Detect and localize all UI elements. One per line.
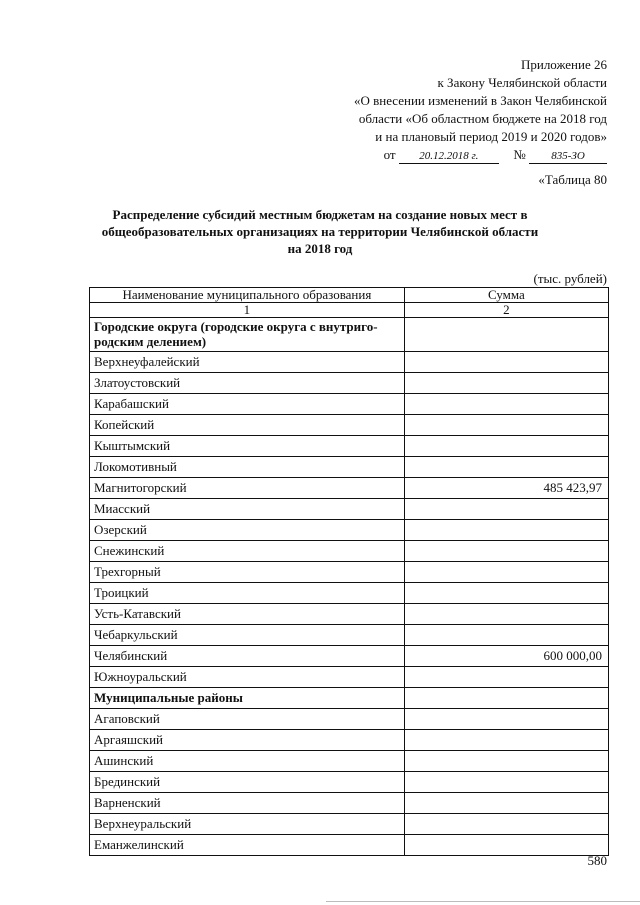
header-amount: Сумма xyxy=(404,288,608,303)
table-row xyxy=(90,457,609,478)
subsidy-amount xyxy=(404,520,608,541)
document-title xyxy=(90,206,550,257)
table-row xyxy=(90,709,609,730)
municipality-name: Усть-Катавский xyxy=(90,604,405,625)
number-value: 835-ЗО xyxy=(529,149,607,164)
table-row xyxy=(90,793,609,814)
subsidy-amount xyxy=(404,394,608,415)
annex-date-line xyxy=(277,146,607,164)
table-row xyxy=(90,478,609,499)
municipality-name: Трехгорный xyxy=(90,562,405,583)
table-row xyxy=(90,772,609,793)
title-line-1: Распределение субсидий местным бюджетам на создание новых мест в xyxy=(112,207,528,222)
municipality-name: Копейский xyxy=(90,415,405,436)
annex-line-1: Приложение 26 xyxy=(520,57,607,72)
subsidy-amount xyxy=(404,436,608,457)
subsidy-table xyxy=(89,287,609,856)
table-label: «Таблица 80 xyxy=(538,172,607,187)
municipality-name: Златоустовский xyxy=(90,373,405,394)
subsidy-amount xyxy=(404,814,608,835)
municipality-name: Снежинский xyxy=(90,541,405,562)
table-header-row xyxy=(90,288,609,303)
subsidy-amount xyxy=(404,457,608,478)
subsidy-amount: 600 000,00 xyxy=(404,646,608,667)
municipality-name: Верхнеуральский xyxy=(90,814,405,835)
subsidy-amount xyxy=(404,625,608,646)
municipality-name: Ашинский xyxy=(90,751,405,772)
annex-header xyxy=(277,56,607,164)
annex-line-3: «О внесении изменений в Закон Челябинской xyxy=(353,93,607,108)
municipality-name: Агаповский xyxy=(90,709,405,730)
page-number: 580 xyxy=(587,853,607,868)
date-value: 20.12.2018 г. xyxy=(399,149,499,164)
subsidy-amount xyxy=(404,772,608,793)
municipality-name: Чебаркульский xyxy=(90,625,405,646)
table-row xyxy=(90,625,609,646)
subsidy-amount xyxy=(404,793,608,814)
table-body xyxy=(90,318,609,856)
title-line-3: на 2018 год xyxy=(287,241,353,256)
table-row xyxy=(90,604,609,625)
table-row xyxy=(90,835,609,856)
title-line-2: общеобразовательных организациях на территории Челябинской области xyxy=(101,224,539,239)
table-row xyxy=(90,751,609,772)
municipality-name: Еманжелинский xyxy=(90,835,405,856)
subsidy-amount xyxy=(404,499,608,520)
annex-line-5: и на плановый период 2019 и 2020 годов» xyxy=(375,129,607,144)
annex-line-2: к Закону Челябинской области xyxy=(437,75,607,90)
table-row xyxy=(90,583,609,604)
subsidy-amount xyxy=(404,562,608,583)
municipality-name: Челябинский xyxy=(90,646,405,667)
municipality-name: Карабашский xyxy=(90,394,405,415)
municipality-name: Кыштымский xyxy=(90,436,405,457)
subsidy-amount xyxy=(404,373,608,394)
municipality-name: Аргаяшский xyxy=(90,730,405,751)
subsidy-amount xyxy=(404,730,608,751)
municipality-name: Южноуральский xyxy=(90,667,405,688)
table-row xyxy=(90,646,609,667)
subsidy-amount xyxy=(404,751,608,772)
municipality-name: Миасский xyxy=(90,499,405,520)
group-name: Муниципальные районы xyxy=(90,688,405,709)
subsidy-amount xyxy=(404,415,608,436)
table-row xyxy=(90,562,609,583)
table-row xyxy=(90,373,609,394)
column-number-1: 1 xyxy=(90,303,405,318)
subsidy-amount xyxy=(404,604,608,625)
municipality-name: Локомотивный xyxy=(90,457,405,478)
footer-rule xyxy=(326,901,640,902)
header-municipality: Наименование муниципального образования xyxy=(90,288,405,303)
number-prefix: № xyxy=(513,147,526,162)
table-row xyxy=(90,394,609,415)
subsidy-amount xyxy=(404,688,608,709)
table-row xyxy=(90,541,609,562)
date-prefix: от xyxy=(383,147,396,162)
table-row xyxy=(90,667,609,688)
municipality-name: Троицкий xyxy=(90,583,405,604)
table-row xyxy=(90,499,609,520)
municipality-name: Брединский xyxy=(90,772,405,793)
annex-line-4: области «Об областном бюджете на 2018 год xyxy=(358,111,607,126)
subsidy-amount xyxy=(404,835,608,856)
group-name-line-1: Городские округа (городские округа с внутриго- xyxy=(94,319,378,334)
group-row xyxy=(90,688,609,709)
table-row xyxy=(90,730,609,751)
column-number-2: 2 xyxy=(404,303,608,318)
table-row xyxy=(90,520,609,541)
subsidy-amount: 485 423,97 xyxy=(404,478,608,499)
column-number-row xyxy=(90,303,609,318)
subsidy-amount xyxy=(404,541,608,562)
group-name xyxy=(90,318,405,352)
table-row xyxy=(90,352,609,373)
table-row xyxy=(90,436,609,457)
municipality-name: Верхнеуфалейский xyxy=(90,352,405,373)
group-amount xyxy=(404,318,608,352)
table-row xyxy=(90,415,609,436)
units-label: (тыс. рублей) xyxy=(533,271,607,286)
subsidy-amount xyxy=(404,667,608,688)
group-name-line-2: родским делением) xyxy=(94,334,207,349)
table-row xyxy=(90,814,609,835)
subsidy-amount xyxy=(404,583,608,604)
subsidy-amount xyxy=(404,352,608,373)
municipality-name: Озерский xyxy=(90,520,405,541)
municipality-name: Магнитогорский xyxy=(90,478,405,499)
subsidy-amount xyxy=(404,709,608,730)
municipality-name: Варненский xyxy=(90,793,405,814)
group-row-urban-districts xyxy=(90,318,609,352)
